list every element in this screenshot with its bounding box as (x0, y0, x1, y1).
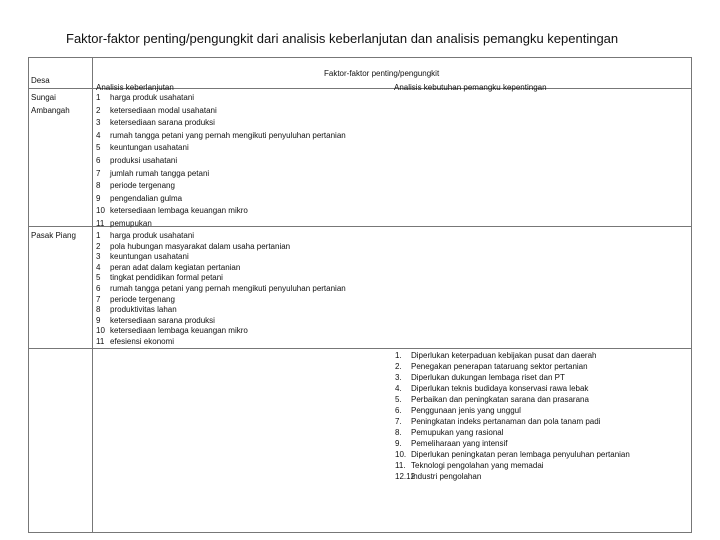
list-item-number: 10 (96, 326, 105, 336)
list-item-number: 10 (96, 206, 105, 216)
list-item-text: ketersediaan modal usahatani (110, 105, 217, 115)
list-item-text: tingkat pendidikan formal petani (110, 273, 223, 283)
list-item (96, 143, 346, 156)
list-item-number: 11 (96, 218, 105, 228)
sustainability-factor-list (96, 231, 346, 348)
list-item-number: 3 (96, 118, 101, 128)
list-item-number: 8 (96, 305, 101, 315)
list-item-number: 9 (96, 193, 101, 203)
list-item (395, 362, 630, 373)
list-item (96, 273, 346, 284)
table-divider-row (28, 348, 692, 349)
list-item (96, 106, 346, 119)
list-item (96, 295, 346, 306)
list-item-text: ketersediaan sarana produksi (110, 118, 215, 128)
list-item-text: Teknologi pengolahan yang memadai (411, 461, 544, 470)
list-item-number: 7 (96, 294, 101, 304)
list-item (395, 417, 630, 428)
header-sub-keberlanjutan: Analisis keberlanjutan (96, 83, 174, 92)
list-item-number: 1. (395, 351, 402, 360)
list-item (96, 181, 346, 194)
list-item-text: pengendalian gulma (110, 193, 183, 203)
list-item (96, 156, 346, 169)
list-item-text: efesiensi ekonomi (110, 336, 175, 346)
list-item-text: produksi usahatani (110, 155, 178, 165)
list-item (96, 169, 346, 182)
list-item-number: 6 (96, 283, 101, 293)
list-item-number: 9 (96, 315, 101, 325)
list-item (96, 242, 346, 253)
list-item-text: rumah tangga petani yang pernah mengikuti penyuluhan pertanian (110, 283, 346, 293)
list-item-number: 11. (395, 461, 406, 470)
list-item-number: 2 (96, 241, 101, 251)
list-item-text: Diperlukan keterpaduan kebijakan pusat dan daerah (411, 351, 597, 360)
list-item-number: 5 (96, 273, 101, 283)
list-item-text: ketersediaan lembaga keuangan mikro (110, 326, 248, 336)
list-item-text: peran adat dalam kegiatan pertanian (110, 262, 241, 272)
list-item-number: 12.12 (395, 472, 416, 481)
list-item-number: 4. (395, 384, 402, 393)
list-item-number: 11 (96, 336, 105, 346)
list-item-text: ketersediaan lembaga keuangan mikro (110, 206, 248, 216)
list-item-number: 3 (96, 252, 101, 262)
list-item-text: periode tergenang (110, 294, 175, 304)
list-item-text: pola hubungan masyarakat dalam usaha pertanian (110, 241, 291, 251)
list-item-number: 5. (395, 395, 402, 404)
list-item-number: 4 (96, 262, 101, 272)
list-item-text: Peningkatan indeks pertanaman dan pola tanam padi (411, 417, 601, 426)
list-item-text: Perbaikan dan peningkatan sarana dan prasarana (411, 395, 589, 404)
list-item-text: Pemupukan yang rasional (411, 428, 504, 437)
list-item-text: rumah tangga petani yang pernah mengikuti penyuluhan pertanian (110, 130, 346, 140)
list-item-number: 8 (96, 181, 101, 191)
list-item (395, 384, 630, 395)
list-item (96, 93, 346, 106)
page-title: Faktor-faktor penting/pengungkit dari analisis keberlanjutan dan analisis pemangku kepentingan (66, 31, 619, 46)
list-item (96, 326, 346, 337)
desa-name: Sungai (31, 93, 56, 102)
list-item-text: harga produk usahatani (110, 231, 195, 240)
list-item-number: 4 (96, 130, 101, 140)
list-item-number: 9. (395, 439, 402, 448)
list-item-number: 3. (395, 373, 402, 382)
list-item (96, 305, 346, 316)
list-item-number: 6 (96, 155, 101, 165)
list-item-text: Diperlukan dukungan lembaga riset dan PT (411, 373, 565, 382)
list-item (395, 439, 630, 450)
list-item-text: Penggunaan jenis yang unggul (411, 406, 521, 415)
table-divider-column (92, 57, 93, 533)
list-item (96, 284, 346, 295)
list-item (96, 316, 346, 327)
list-item (96, 252, 346, 263)
stakeholder-needs-list (395, 351, 630, 483)
header-desa: Desa (31, 76, 50, 85)
list-item-number: 7. (395, 417, 402, 426)
list-item-text: Pemeliharaan yang intensif (411, 439, 508, 448)
list-item (395, 461, 630, 472)
list-item (96, 131, 346, 144)
list-item-text: Penegakan penerapan tataruang sektor pertanian (411, 362, 588, 371)
list-item (395, 450, 630, 461)
list-item (96, 337, 346, 348)
list-item-text: produktivitas lahan (110, 305, 177, 315)
list-item (96, 219, 346, 232)
list-item (96, 206, 346, 219)
list-item-text: keuntungan usahatani (110, 143, 189, 153)
list-item-number: 8. (395, 428, 402, 437)
list-item-number: 10. (395, 450, 407, 459)
list-item-text: Diperlukan teknis budidaya konservasi rawa lebak (411, 384, 589, 393)
desa-name: Ambangah (31, 106, 70, 115)
header-sub-pemangku: Analisis kebutuhan pemangku kepentingan (394, 83, 547, 92)
list-item-number: 1 (96, 93, 101, 102)
desa-name: Pasak Piang (31, 231, 76, 240)
list-item (395, 406, 630, 417)
list-item (395, 395, 630, 406)
list-item-text: Industri pengolahan (411, 472, 482, 481)
list-item (96, 231, 346, 242)
list-item-number: 6. (395, 406, 402, 415)
list-item-text: jumlah rumah tangga petani (110, 168, 210, 178)
list-item (96, 194, 346, 207)
list-item (395, 428, 630, 439)
list-item-text: ketersediaan sarana produksi (110, 315, 215, 325)
list-item-number: 1 (96, 231, 101, 240)
list-item-text: periode tergenang (110, 181, 175, 191)
list-item-number: 5 (96, 143, 101, 153)
list-item-number: 2 (96, 105, 101, 115)
header-group: Faktor-faktor penting/pengungkit (324, 69, 440, 78)
list-item-number: 2. (395, 362, 402, 371)
list-item (395, 472, 630, 483)
list-item-number: 7 (96, 168, 101, 178)
sustainability-factor-list (96, 93, 346, 232)
list-item-text: harga produk usahatani (110, 93, 195, 102)
list-item-text: Diperlukan peningkatan peran lembaga penyuluhan pertanian (411, 450, 630, 459)
list-item-text: pemupukan (110, 218, 152, 228)
list-item-text: keuntungan usahatani (110, 252, 189, 262)
list-item (395, 373, 630, 384)
list-item (96, 118, 346, 131)
list-item (96, 263, 346, 274)
list-item (395, 351, 630, 362)
